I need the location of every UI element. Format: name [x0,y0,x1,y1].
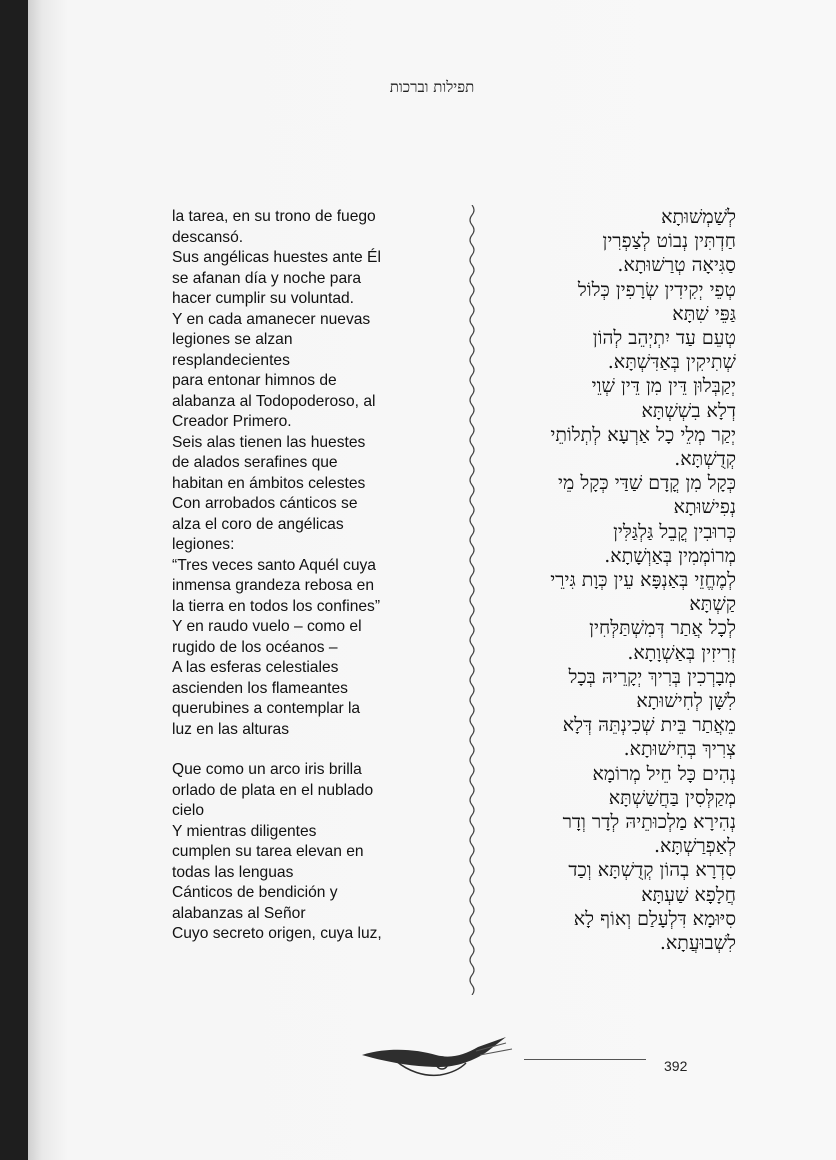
spanish-line: Y mientras diligentes [172,822,317,840]
aramaic-line: יְקַר מְלֵי כָל אַרְעָא לְתְלוֹתֵי [550,423,736,446]
spanish-line: “Tres veces santo Aquél cuya [172,556,376,574]
spanish-line: para entonar himnos de [172,372,337,389]
spanish-line: rugido de los océanos – [172,638,338,656]
spanish-line: legiones: [172,536,235,553]
aramaic-line: מְרוֹמְמִין בְּאַוְשָׁתָא. [604,544,736,567]
spanish-line: se afanan día y noche para [172,269,361,287]
spanish-line: descansó. [172,228,244,246]
spanish-line: la tarea, en su trono de fuego [172,208,376,225]
spanish-line: luz en las alturas [172,720,290,738]
aramaic-line: דְלָא בִשְׁשְׁתָּא [641,399,736,422]
aramaic-line: מְקַלְּסִין בַּחֲשַׁשְׁתָּא [608,786,736,809]
aramaic-line: נְהִירָא מַלְכוּתֵיהּ לְדָר וְדָר [562,811,736,834]
aramaic-line: מֵאֲתַר בֵּית שְׁכִינְתֵּהּ דְּלָא [562,714,736,737]
spanish-line: Y en cada amanecer nuevas [172,310,371,328]
page-number: 392 [664,1058,688,1074]
wavy-divider [460,205,484,995]
spanish-line: ascienden los flameantes [172,679,348,697]
aramaic-line: סִדְרָא בְהוֹן קְדֻשְׁתָּא וְכַד [568,859,736,882]
spanish-line: Cánticos de bendición y [172,884,338,901]
spanish-line: Cuyo secreto origen, cuya luz, [172,925,382,942]
aramaic-line: קַשְׁתָּא [689,593,736,616]
spanish-line: A las esferas celestiales [172,659,339,676]
footer-rule [524,1059,646,1060]
spanish-column [172,207,462,945]
aramaic-line: לִשְׁבוּעֲתָא. [659,932,736,955]
spanish-line [172,740,462,760]
aramaic-line: גַּפֵּי שִׁתָּא [672,302,736,325]
spanish-line: alabanzas al Señor [172,904,306,922]
spanish-line: Y en raudo vuelo – como el [172,618,362,635]
spanish-line: alza el coro de angélicas [172,515,344,533]
aramaic-line: חֲלָפָא שַׁעְתָּא [641,883,736,906]
spanish-line: la tierra en todos los confines” [172,597,381,615]
spanish-line: resplandecientes [172,351,290,369]
aramaic-line: כְּקָל מִן קֳדָם שַׁדַּי כְּקָל מֵי [558,472,736,495]
bird-ornament-icon [356,1033,516,1083]
spanish-line: Con arrobados cánticos se [172,495,358,512]
spanish-line: legiones se alzan [172,331,293,348]
aramaic-line: לְשַׁמְשׁוּתָא [661,206,736,228]
spanish-line: Sus angélicas huestes ante Él [172,249,381,266]
aramaic-line: קְדֻשְׁתָּא. [674,448,736,471]
aramaic-line: נְפִישׁוּתָא [673,496,736,519]
spanish-line: Creador Primero. [172,413,292,430]
aramaic-line: מְבָרְכִין בְּרִיךְ יְקָרֵיהּ בְּכָל [568,665,736,688]
spanish-line: cumplen su tarea elevan en [172,843,364,860]
aramaic-line: זְרִיזִין בְּאַשְׁוָתָא. [627,641,736,664]
aramaic-column [498,205,736,955]
spanish-line: todas las lenguas [172,863,294,881]
aramaic-line: סַגִּיאָה טְרַשׁוּתָא. [617,254,736,277]
spanish-line: inmensa grandeza rebosa en [172,577,374,594]
aramaic-line: סִיּוּמָא דִּלְעָלַם וְאוֹף לָא [573,907,736,930]
spanish-line: alabanza al Todopoderoso, al [172,392,376,410]
aramaic-line: צְרִיךְ בְּחִישׁוּתָא. [623,738,736,761]
spanish-line: Que como un arco iris brilla [172,761,362,778]
aramaic-line: לְכָל אֲתַר דְּמִשְׁתַּלְּחִין [589,617,736,640]
aramaic-line: לְאַפְרַשְׁתָּא. [653,835,736,858]
aramaic-line: יְקַבְּלוּן דֵּין מִן דֵּין שְׁוֵי [591,375,736,398]
aramaic-line: טְעֵם עַד יִתְיְהֵב לְהוֹן [592,327,736,350]
aramaic-line: שְׁתִיקִין בְּאַדִּשְׁתָּא. [607,351,736,374]
spanish-line: orlado de plata en el nublado [172,781,374,799]
spanish-line: Seis alas tienen las huestes [172,433,366,451]
aramaic-line: לִשָּׁן לְחִישׁוּתָא [636,690,736,713]
book-page [28,0,836,1160]
aramaic-line: לְמֶחֱזֵי בְּאַנְפָּא עֵין כְּוָת גִּירֵי [550,569,736,592]
aramaic-line: כְּרוּבִין קֳבֵל גַּלְגַּלִּין [613,520,736,543]
spanish-line: querubines a contemplar la [172,700,361,717]
spanish-line: hacer cumplir su voluntad. [172,290,355,307]
running-header: תפילות וברכות [389,78,475,96]
spanish-line: de alados serafines que [172,454,338,471]
aramaic-line: נְהִים כָּל חֵיל מְרוֹמָא [592,762,736,785]
spanish-line: cielo [172,802,205,819]
spanish-line: habitan en ámbitos celestes [172,474,366,492]
aramaic-line: טְפֵי יְקִידִין שְׂרָפִין כְּלוֹל [577,278,736,301]
aramaic-line: חַדְתִּין נְבוֹט לְצַפְרִין [602,230,736,253]
